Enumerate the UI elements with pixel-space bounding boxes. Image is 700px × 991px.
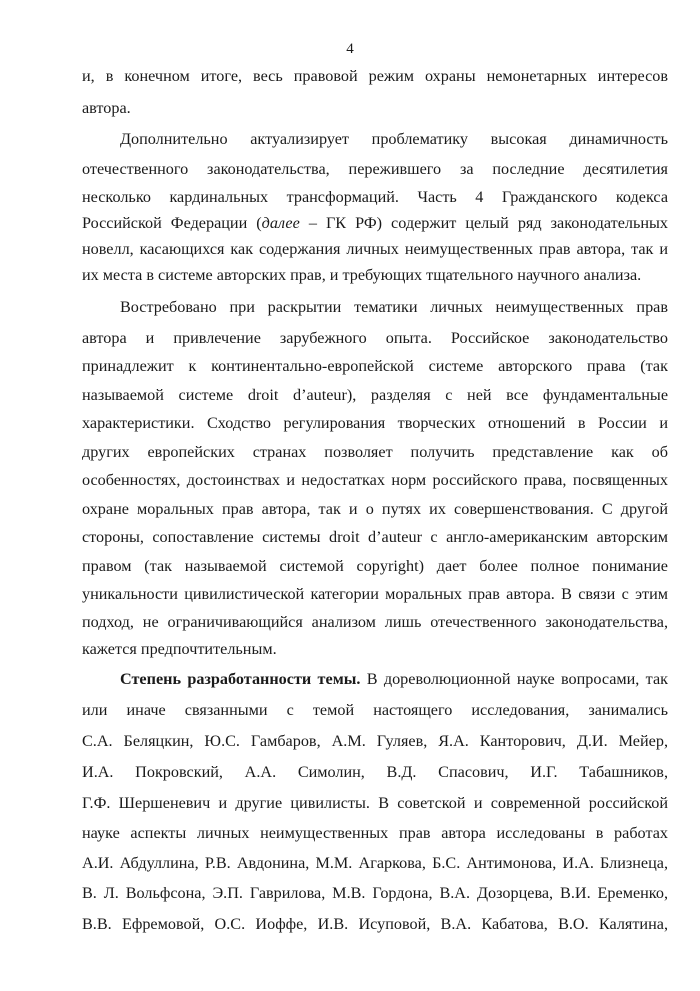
text-line: Востребовано при раскрытии тематики личных неимущественных прав bbox=[120, 298, 668, 316]
text-line: И.А. Покровский, А.А. Симолин, В.Д. Спасович, И.Г. Табашников, bbox=[82, 763, 668, 781]
text-line: В.В. Ефремовой, О.С. Иоффе, И.В. Исуповой, В.А. Кабатова, В.О. Калятина, bbox=[82, 915, 668, 933]
text-line: отечественного законодательства, пережившего за последние десятилетия bbox=[82, 160, 668, 178]
text-line: А.И. Абдуллина, Р.В. Авдонина, М.М. Агаркова, Б.С. Антимонова, И.А. Близнеца, bbox=[82, 854, 668, 872]
text-line: охране моральных прав автора, так и о путях их совершенствования. С другой bbox=[82, 500, 668, 518]
text-line: называемой системе droit d’auteur), разделяя с ней все фундаментальные bbox=[82, 386, 668, 404]
text-line: правом (так называемой системой copyright) дает более полное понимание bbox=[82, 557, 668, 575]
text-line: автора и привлечение зарубежного опыта. Российское законодательство bbox=[82, 329, 668, 347]
text-line bbox=[120, 668, 668, 690]
text-line: кажется предпочтительным. bbox=[82, 640, 277, 658]
text-line: принадлежит к континентально-европейской системе авторского права (так bbox=[82, 357, 668, 375]
text-line: несколько кардинальных трансформаций. Часть 4 Гражданского кодекса bbox=[82, 188, 668, 206]
page-number: 4 bbox=[346, 41, 354, 57]
text-line: новелл, касающихся как содержания личных неимущественных прав автора, так и bbox=[82, 240, 668, 258]
text-line: В. Л. Вольфсона, Э.П. Гаврилова, М.В. Гордона, В.А. Дозорцева, В.И. Еременко, bbox=[82, 884, 668, 902]
text-line: или иначе связанными с темой настоящего исследования, занимались bbox=[82, 701, 668, 719]
text-line bbox=[82, 212, 668, 234]
italic-term: далее bbox=[261, 214, 300, 232]
text-line: Дополнительно актуализирует проблематику высокая динамичность bbox=[120, 130, 668, 148]
text-line: характеристики. Сходство регулирования творческих отношений в России и bbox=[82, 414, 668, 432]
text-line: науке аспекты личных неимущественных прав автора исследованы в работах bbox=[82, 824, 668, 842]
text-line: и, в конечном итоге, весь правовой режим охраны немонетарных интересов bbox=[82, 67, 668, 85]
text-span: Российской Федерации ( bbox=[82, 214, 262, 232]
text-line: С.А. Беляцкин, Ю.С. Гамбаров, А.М. Гуляев, Я.А. Канторович, Д.И. Мейер, bbox=[82, 732, 668, 750]
text-line: их места в системе авторских прав, и требующих тщательного научного анализа. bbox=[82, 266, 642, 284]
text-line: уникальности цивилистической категории моральных прав автора. В связи с этим bbox=[82, 585, 668, 603]
text-line: особенностях, достоинствах и недостатках норм российского права, посвященных bbox=[82, 471, 668, 489]
text-line: других европейских странах позволяет получить представление как об bbox=[82, 443, 668, 461]
text-line: автора. bbox=[82, 99, 131, 117]
text-span: – ГК РФ) содержит целый ряд законодательных bbox=[299, 214, 668, 232]
text-line: Г.Ф. Шершеневич и другие цивилисты. В советской и современной российской bbox=[82, 794, 668, 812]
text-span: В дореволюционной науке вопросами, так bbox=[360, 670, 668, 688]
text-line: подход, не ограничивающийся анализом лишь отечественного законодательства, bbox=[82, 613, 668, 631]
section-heading: Степень разработанности темы. bbox=[120, 670, 361, 688]
text-line: стороны, сопоставление системы droit d’auteur с англо-американским авторским bbox=[82, 528, 668, 546]
